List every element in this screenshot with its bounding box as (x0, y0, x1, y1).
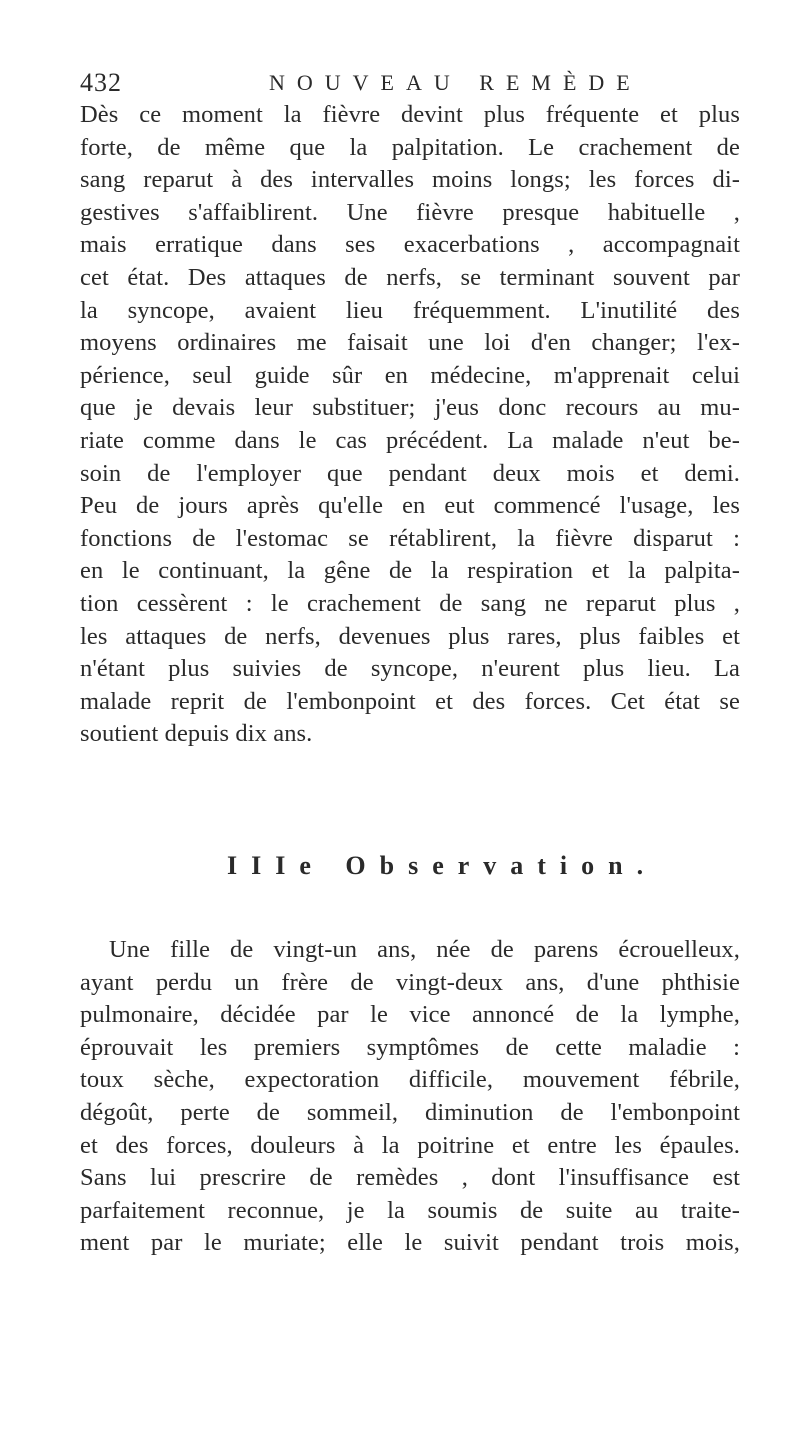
text-line: et des forces, douleurs à la poitrine et entre les épaules. (80, 1131, 740, 1159)
text-line: forte, de même que la palpitation. Le crachement de (80, 133, 740, 161)
observation-heading: IIIe Observation. (227, 851, 658, 880)
text-line: cet état. Des attaques de nerfs, se terminant souvent par (80, 263, 740, 291)
page-number: 432 (80, 68, 122, 97)
text-line: que je devais leur substituer; j'eus donc recours au mu- (80, 394, 740, 422)
paragraph-1 (80, 99, 740, 751)
running-head (80, 68, 740, 102)
text-line: dégoût, perte de sommeil, diminution de l'embonpoint (80, 1098, 740, 1126)
paragraph-2 (80, 934, 740, 1260)
text-line: les attaques de nerfs, devenues plus rares, plus faibles et (80, 622, 740, 650)
text-line: périence, seul guide sûr en médecine, m'apprenait celui (80, 361, 740, 389)
text-line: moyens ordinaires me faisait une loi d'en changer; l'ex- (80, 329, 740, 357)
text-line: ment par le muriate; elle le suivit pendant trois mois, (80, 1229, 740, 1257)
text-line: éprouvait les premiers symptômes de cette maladie : (80, 1033, 740, 1061)
text-line: riate comme dans le cas précédent. La malade n'eut be- (80, 426, 740, 454)
text-line: toux sèche, expectoration difficile, mouvement fébrile, (80, 1066, 740, 1094)
text-line: fonctions de l'estomac se rétablirent, la fièvre disparut : (80, 524, 740, 552)
text-line: n'étant plus suivies de syncope, n'eurent plus lieu. La (80, 655, 740, 683)
text-line: la syncope, avaient lieu fréquemment. L'inutilité des (80, 296, 740, 324)
text-line: Une fille de vingt-un ans, née de parens écrouelleux, (109, 936, 740, 963)
text-line: mais erratique dans ses exacerbations , accompagnait (80, 231, 740, 259)
text-line: Sans lui prescrire de remèdes , dont l'insuffisance est (80, 1164, 740, 1192)
text-line: sang reparut à des intervalles moins longs; les forces di- (80, 166, 740, 194)
text-line: Dès ce moment la fièvre devint plus fréquente et plus (80, 101, 740, 128)
text-line: soutient depuis dix ans. (80, 720, 313, 748)
text-line: parfaitement reconnue, je la soumis de suite au traite- (80, 1196, 740, 1224)
text-line: pulmonaire, décidée par le vice annoncé de la lymphe, (80, 1001, 740, 1029)
text-line: gestives s'affaiblirent. Une fièvre presque habituelle , (80, 198, 740, 226)
running-title: NOUVEAU REMÈDE (269, 70, 642, 95)
text-line: soin de l'employer que pendant deux mois et demi. (80, 459, 740, 487)
text-line: en le continuant, la gêne de la respiration et la palpita- (80, 557, 740, 585)
text-line: tion cessèrent : le crachement de sang ne reparut plus , (80, 589, 740, 617)
text-line: ayant perdu un frère de vingt-deux ans, d'une phthisie (80, 968, 740, 996)
text-line: malade reprit de l'embonpoint et des forces. Cet état se (80, 687, 740, 715)
text-line: Peu de jours après qu'elle en eut commencé l'usage, les (80, 492, 740, 520)
